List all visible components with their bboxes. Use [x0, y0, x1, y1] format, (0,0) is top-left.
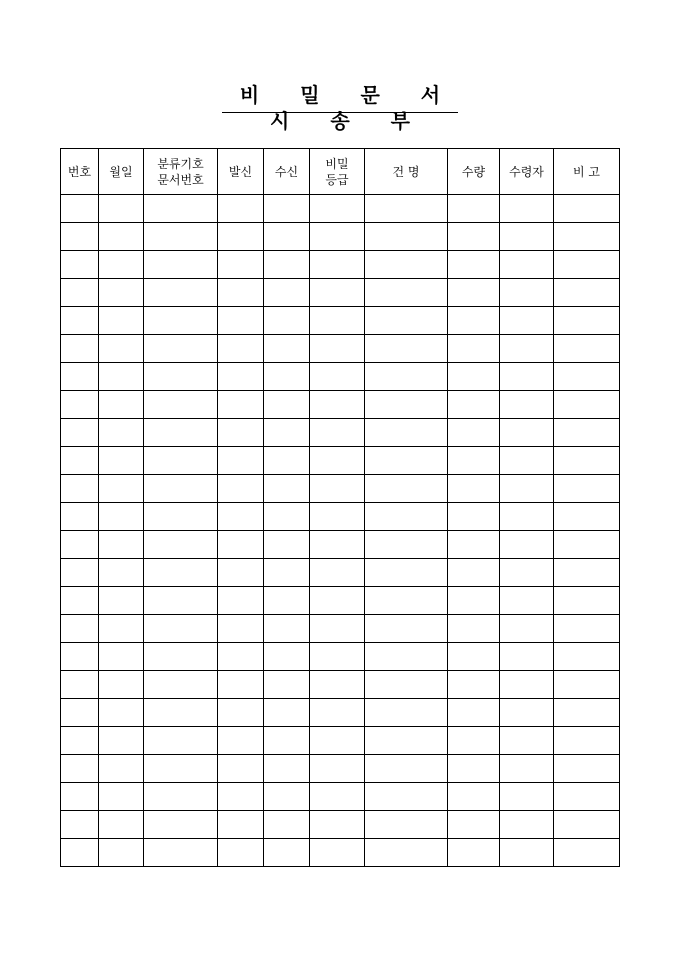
table-cell[interactable]: [500, 363, 554, 391]
table-cell[interactable]: [99, 699, 144, 727]
table-cell[interactable]: [218, 391, 264, 419]
table-cell[interactable]: [448, 615, 500, 643]
table-cell[interactable]: [144, 363, 218, 391]
table-cell[interactable]: [264, 727, 310, 755]
table-cell[interactable]: [218, 587, 264, 615]
table-cell[interactable]: [218, 223, 264, 251]
table-cell[interactable]: [99, 671, 144, 699]
table-cell[interactable]: [554, 223, 620, 251]
table-row: [61, 447, 620, 475]
table-cell[interactable]: [144, 839, 218, 867]
table-cell[interactable]: [144, 587, 218, 615]
table-cell[interactable]: [448, 783, 500, 811]
table-cell[interactable]: [365, 587, 448, 615]
table-cell[interactable]: [144, 755, 218, 783]
table-cell[interactable]: [554, 251, 620, 279]
table-cell[interactable]: [365, 615, 448, 643]
table-cell[interactable]: [61, 531, 99, 559]
table-row: [61, 307, 620, 335]
table-cell[interactable]: [144, 195, 218, 223]
table-cell[interactable]: [500, 195, 554, 223]
table-cell[interactable]: [554, 811, 620, 839]
table-row: [61, 643, 620, 671]
table-cell[interactable]: [365, 195, 448, 223]
table-cell[interactable]: [144, 783, 218, 811]
table-cell[interactable]: [554, 307, 620, 335]
table-cell[interactable]: [144, 503, 218, 531]
table-cell[interactable]: [310, 727, 365, 755]
table-cell[interactable]: [144, 335, 218, 363]
table-cell[interactable]: [365, 559, 448, 587]
table-cell[interactable]: [144, 727, 218, 755]
table-cell[interactable]: [310, 643, 365, 671]
table-row: [61, 699, 620, 727]
table-cell[interactable]: [448, 727, 500, 755]
table-cell[interactable]: [99, 391, 144, 419]
table-cell[interactable]: [310, 783, 365, 811]
table-cell[interactable]: [218, 475, 264, 503]
table-cell[interactable]: [554, 671, 620, 699]
table-cell[interactable]: [144, 643, 218, 671]
table-cell[interactable]: [61, 671, 99, 699]
table-cell[interactable]: [99, 419, 144, 447]
table-cell[interactable]: [310, 587, 365, 615]
table-cell[interactable]: [264, 503, 310, 531]
table-cell[interactable]: [365, 671, 448, 699]
table-cell[interactable]: [554, 391, 620, 419]
table-cell[interactable]: [61, 643, 99, 671]
table-row: [61, 559, 620, 587]
table-cell[interactable]: [365, 307, 448, 335]
table-cell[interactable]: [218, 447, 264, 475]
table-cell[interactable]: [310, 447, 365, 475]
table-row: [61, 335, 620, 363]
table-cell[interactable]: [448, 503, 500, 531]
table-cell[interactable]: [264, 251, 310, 279]
table-cell[interactable]: [218, 783, 264, 811]
table-cell[interactable]: [61, 223, 99, 251]
table-row: [61, 727, 620, 755]
table-cell[interactable]: [448, 699, 500, 727]
table-cell[interactable]: [61, 559, 99, 587]
table-cell[interactable]: [264, 447, 310, 475]
table-cell[interactable]: [144, 391, 218, 419]
table-row: [61, 419, 620, 447]
table-cell[interactable]: [448, 839, 500, 867]
table-cell[interactable]: [500, 391, 554, 419]
table-cell[interactable]: [99, 447, 144, 475]
document-title: 비 밀 문 서 시 송 부: [239, 83, 458, 133]
table-cell[interactable]: [448, 391, 500, 419]
table-cell[interactable]: [218, 559, 264, 587]
table-cell[interactable]: [218, 727, 264, 755]
table-cell[interactable]: [448, 251, 500, 279]
title-underline: [222, 112, 458, 113]
table-cell[interactable]: [264, 307, 310, 335]
table-row: [61, 755, 620, 783]
table-cell[interactable]: [554, 699, 620, 727]
table-cell[interactable]: [264, 615, 310, 643]
column-header-number: 번호: [61, 149, 99, 195]
table-row: [61, 671, 620, 699]
table-cell[interactable]: [310, 279, 365, 307]
column-header-secret-grade: 비밀 등급: [310, 149, 365, 195]
table-cell[interactable]: [310, 223, 365, 251]
table-cell[interactable]: [218, 643, 264, 671]
table-cell[interactable]: [365, 419, 448, 447]
table-cell[interactable]: [448, 755, 500, 783]
table-cell[interactable]: [448, 587, 500, 615]
table-cell[interactable]: [365, 391, 448, 419]
table-cell[interactable]: [554, 839, 620, 867]
table-cell[interactable]: [448, 531, 500, 559]
column-header-quantity: 수량: [448, 149, 500, 195]
table-cell[interactable]: [264, 839, 310, 867]
column-header-receiver: 수신: [264, 149, 310, 195]
table-cell[interactable]: [99, 531, 144, 559]
table-cell[interactable]: [448, 811, 500, 839]
table-cell[interactable]: [310, 615, 365, 643]
table-cell[interactable]: [61, 699, 99, 727]
table-cell[interactable]: [61, 755, 99, 783]
table-cell[interactable]: [554, 363, 620, 391]
table-cell[interactable]: [448, 671, 500, 699]
table-cell[interactable]: [218, 615, 264, 643]
table-row: [61, 615, 620, 643]
table-cell[interactable]: [448, 447, 500, 475]
table-cell[interactable]: [99, 727, 144, 755]
table-cell[interactable]: [500, 671, 554, 699]
table-row: [61, 363, 620, 391]
table-cell[interactable]: [144, 615, 218, 643]
table-cell[interactable]: [310, 755, 365, 783]
table-cell[interactable]: [365, 447, 448, 475]
table-cell[interactable]: [144, 699, 218, 727]
table-cell[interactable]: [500, 811, 554, 839]
table-cell[interactable]: [144, 559, 218, 587]
table-cell[interactable]: [61, 587, 99, 615]
table-cell[interactable]: [264, 559, 310, 587]
table-cell[interactable]: [61, 447, 99, 475]
table-cell[interactable]: [554, 447, 620, 475]
table-cell[interactable]: [448, 335, 500, 363]
table-cell[interactable]: [554, 419, 620, 447]
table-cell[interactable]: [310, 195, 365, 223]
table-cell[interactable]: [365, 727, 448, 755]
table-body: [61, 195, 620, 867]
table-row: [61, 839, 620, 867]
table-cell[interactable]: [554, 195, 620, 223]
table-cell[interactable]: [500, 223, 554, 251]
table-cell[interactable]: [500, 503, 554, 531]
table-cell[interactable]: [218, 307, 264, 335]
table-cell[interactable]: [264, 363, 310, 391]
table-cell[interactable]: [99, 755, 144, 783]
table-cell[interactable]: [264, 475, 310, 503]
table-cell[interactable]: [365, 223, 448, 251]
table-cell[interactable]: [310, 699, 365, 727]
table-cell[interactable]: [500, 839, 554, 867]
table-cell[interactable]: [144, 223, 218, 251]
table-cell[interactable]: [61, 615, 99, 643]
table-cell[interactable]: [500, 727, 554, 755]
table-row: [61, 223, 620, 251]
table-cell[interactable]: [144, 475, 218, 503]
table-cell[interactable]: [99, 195, 144, 223]
table-cell[interactable]: [448, 559, 500, 587]
table-cell[interactable]: [99, 587, 144, 615]
table-cell[interactable]: [365, 251, 448, 279]
table-cell[interactable]: [218, 699, 264, 727]
table-cell[interactable]: [61, 391, 99, 419]
table-cell[interactable]: [448, 195, 500, 223]
column-header-classification-document-number: 분류기호 문서번호: [144, 149, 218, 195]
table-cell[interactable]: [61, 419, 99, 447]
table-cell[interactable]: [144, 419, 218, 447]
table-cell[interactable]: [218, 335, 264, 363]
table-cell[interactable]: [310, 811, 365, 839]
table-cell[interactable]: [554, 755, 620, 783]
table-row: [61, 503, 620, 531]
table-cell[interactable]: [310, 363, 365, 391]
table-cell[interactable]: [365, 811, 448, 839]
table-row: [61, 391, 620, 419]
table-cell[interactable]: [218, 195, 264, 223]
table-cell[interactable]: [61, 335, 99, 363]
table-cell[interactable]: [365, 755, 448, 783]
table-cell[interactable]: [310, 419, 365, 447]
table-cell[interactable]: [310, 839, 365, 867]
table-cell[interactable]: [500, 447, 554, 475]
table-cell[interactable]: [99, 279, 144, 307]
table-cell[interactable]: [500, 587, 554, 615]
table-row: [61, 279, 620, 307]
table-cell[interactable]: [554, 335, 620, 363]
table-cell[interactable]: [448, 475, 500, 503]
table-cell[interactable]: [264, 699, 310, 727]
table-cell[interactable]: [500, 335, 554, 363]
table-cell[interactable]: [218, 503, 264, 531]
table-cell[interactable]: [218, 839, 264, 867]
table-cell[interactable]: [61, 727, 99, 755]
table-cell[interactable]: [554, 279, 620, 307]
table-cell[interactable]: [554, 503, 620, 531]
table-cell[interactable]: [264, 391, 310, 419]
table-cell[interactable]: [99, 307, 144, 335]
table-cell[interactable]: [448, 223, 500, 251]
table-cell[interactable]: [61, 839, 99, 867]
table-row: [61, 251, 620, 279]
table-cell[interactable]: [500, 531, 554, 559]
table-cell[interactable]: [310, 391, 365, 419]
table-cell[interactable]: [264, 811, 310, 839]
table-cell[interactable]: [144, 671, 218, 699]
table-cell[interactable]: [365, 475, 448, 503]
table-cell[interactable]: [61, 475, 99, 503]
table-cell[interactable]: [500, 643, 554, 671]
table-cell[interactable]: [554, 587, 620, 615]
header-row: [61, 149, 620, 195]
table-cell[interactable]: [554, 727, 620, 755]
table-cell[interactable]: [99, 503, 144, 531]
table-cell[interactable]: [365, 643, 448, 671]
table-cell[interactable]: [365, 699, 448, 727]
table-cell[interactable]: [218, 279, 264, 307]
table-cell[interactable]: [144, 251, 218, 279]
table-row: [61, 783, 620, 811]
table-cell[interactable]: [500, 475, 554, 503]
table-cell[interactable]: [365, 503, 448, 531]
table-cell[interactable]: [264, 643, 310, 671]
table-cell[interactable]: [554, 643, 620, 671]
table-cell[interactable]: [365, 335, 448, 363]
column-header-sender: 발신: [218, 149, 264, 195]
table-cell[interactable]: [448, 307, 500, 335]
table-cell[interactable]: [554, 531, 620, 559]
table-cell[interactable]: [264, 195, 310, 223]
table-cell[interactable]: [264, 419, 310, 447]
table-cell[interactable]: [218, 363, 264, 391]
table-cell[interactable]: [218, 811, 264, 839]
table-cell[interactable]: [99, 839, 144, 867]
table-cell[interactable]: [99, 811, 144, 839]
table-row: [61, 587, 620, 615]
table-cell[interactable]: [310, 307, 365, 335]
table-cell[interactable]: [500, 615, 554, 643]
table-cell[interactable]: [61, 251, 99, 279]
table-cell[interactable]: [554, 783, 620, 811]
table-cell[interactable]: [264, 587, 310, 615]
table-cell[interactable]: [365, 531, 448, 559]
table-cell[interactable]: [61, 811, 99, 839]
table-cell[interactable]: [61, 363, 99, 391]
table-cell[interactable]: [500, 251, 554, 279]
table-cell[interactable]: [144, 811, 218, 839]
column-header-date: 월일: [99, 149, 144, 195]
table-cell[interactable]: [218, 531, 264, 559]
table-cell[interactable]: [448, 279, 500, 307]
table-cell[interactable]: [500, 307, 554, 335]
table-cell[interactable]: [264, 223, 310, 251]
table-cell[interactable]: [218, 419, 264, 447]
table-cell[interactable]: [310, 335, 365, 363]
table-cell[interactable]: [500, 755, 554, 783]
table-cell[interactable]: [144, 531, 218, 559]
table-cell[interactable]: [554, 559, 620, 587]
table-cell[interactable]: [264, 279, 310, 307]
table-cell[interactable]: [310, 503, 365, 531]
table-cell[interactable]: [61, 279, 99, 307]
table-cell[interactable]: [448, 363, 500, 391]
table-cell[interactable]: [99, 363, 144, 391]
table-cell[interactable]: [99, 783, 144, 811]
table-cell[interactable]: [61, 783, 99, 811]
table-cell[interactable]: [448, 643, 500, 671]
table-cell[interactable]: [264, 783, 310, 811]
table-cell[interactable]: [264, 755, 310, 783]
table-cell[interactable]: [99, 475, 144, 503]
table-cell[interactable]: [218, 251, 264, 279]
table-row: [61, 475, 620, 503]
table-cell[interactable]: [500, 559, 554, 587]
table-cell[interactable]: [99, 223, 144, 251]
table-cell[interactable]: [310, 531, 365, 559]
table-cell[interactable]: [310, 475, 365, 503]
table-row: [61, 195, 620, 223]
table-cell[interactable]: [310, 251, 365, 279]
table-cell[interactable]: [61, 307, 99, 335]
column-header-subject: 건 명: [365, 149, 448, 195]
table-cell[interactable]: [218, 671, 264, 699]
table-cell[interactable]: [99, 559, 144, 587]
column-header-recipient: 수령자: [500, 149, 554, 195]
secret-document-ledger-table: [60, 148, 620, 867]
table-cell[interactable]: [500, 279, 554, 307]
table-cell[interactable]: [500, 783, 554, 811]
table-cell[interactable]: [365, 279, 448, 307]
table-cell[interactable]: [218, 755, 264, 783]
table-cell[interactable]: [554, 615, 620, 643]
table-cell[interactable]: [448, 419, 500, 447]
table-cell[interactable]: [264, 531, 310, 559]
table-cell[interactable]: [365, 839, 448, 867]
table-row: [61, 811, 620, 839]
column-header-remarks: 비 고: [554, 149, 620, 195]
table-cell[interactable]: [99, 251, 144, 279]
table-cell[interactable]: [99, 335, 144, 363]
table-cell[interactable]: [365, 783, 448, 811]
table-cell[interactable]: [99, 615, 144, 643]
table-cell[interactable]: [144, 447, 218, 475]
table-cell[interactable]: [264, 671, 310, 699]
table-cell[interactable]: [61, 503, 99, 531]
table-cell[interactable]: [144, 279, 218, 307]
table-cell[interactable]: [310, 671, 365, 699]
table-cell[interactable]: [554, 475, 620, 503]
table-row: [61, 531, 620, 559]
table-cell[interactable]: [144, 307, 218, 335]
table-cell[interactable]: [500, 699, 554, 727]
table-cell[interactable]: [500, 419, 554, 447]
table-cell[interactable]: [365, 363, 448, 391]
table-cell[interactable]: [61, 195, 99, 223]
table-cell[interactable]: [310, 559, 365, 587]
table-cell[interactable]: [264, 335, 310, 363]
table-cell[interactable]: [99, 643, 144, 671]
